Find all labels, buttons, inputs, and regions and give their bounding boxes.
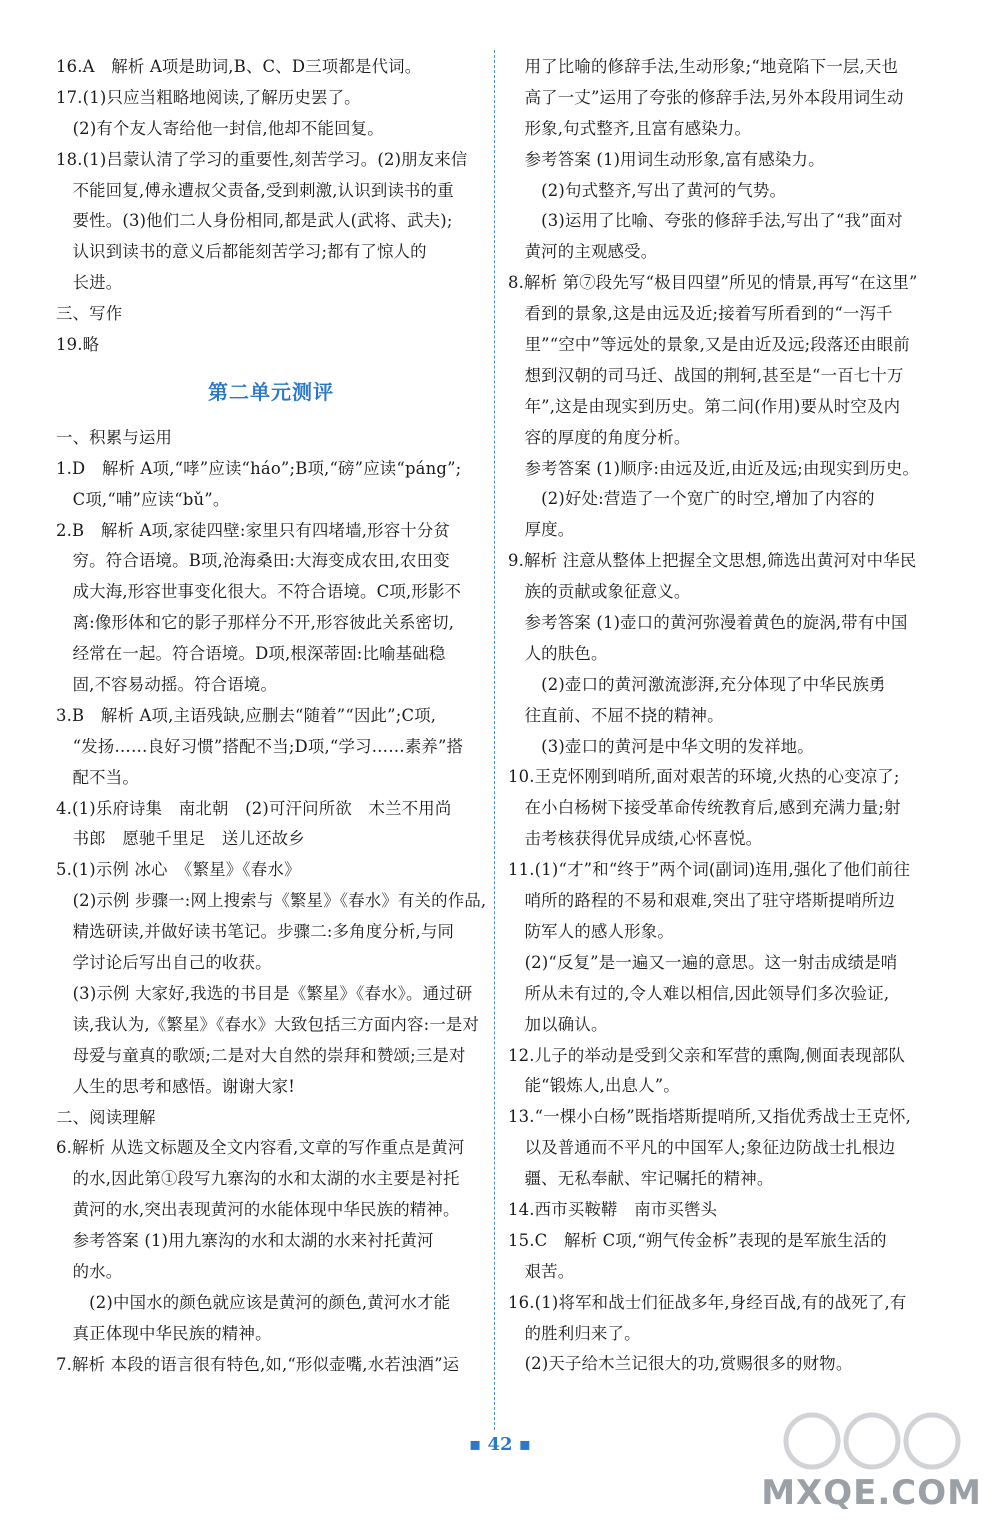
text-line: 三、写作	[56, 304, 123, 324]
text-line: 所从未有过的,令人难以相信,因此领导们多次验证,	[508, 983, 890, 1003]
text-line: 配不当。	[56, 767, 139, 787]
text-line: 认识到读书的意义后都能刻苦学习;都有了惊人的	[56, 242, 427, 262]
text-line: “发扬……良好习惯”搭配不当;D项,“学习……素养”搭	[56, 736, 464, 756]
text-line: 7.解析 本段的语言很有特色,如,“形似壶嘴,水若浊酒”运	[56, 1354, 460, 1374]
text-line: 年”,这是由现实到历史。第二问(作用)要从时空及内	[508, 396, 901, 416]
text-line: 形象,句式整齐,且富有感染力。	[508, 118, 752, 138]
text-line: 母爱与童真的歌颂;二是对大自然的崇拜和赞颂;三是对	[56, 1045, 466, 1065]
text-line: 用了比喻的修辞手法,生动形象;“地竟陷下一层,天也	[508, 57, 899, 76]
text-line: 19.略	[56, 335, 100, 355]
text-line: 经常在一起。符合语境。D项,根深蒂固:比喻基础稳	[56, 644, 446, 664]
text-line: 一、积累与运用	[56, 427, 173, 447]
text-line: 离:像形体和它的影子那样分不开,形容彼此关系密切,	[56, 613, 455, 633]
text-line: 读,我认为,《繁星》《春水》大致包括三方面内容:一是对	[56, 1014, 480, 1034]
text-line: (2)“反复”是一遍又一遍的意思。这一射击成绩是哨	[508, 952, 898, 972]
text-line: (3)壶口的黄河是中华文明的发祥地。	[508, 736, 814, 756]
text-line: 容的厚度的角度分析。	[508, 427, 691, 447]
text-line: 以及普通而不平凡的中国军人;象征边防战士扎根边	[508, 1138, 896, 1158]
text-line: 黄河的水,突出表现黄河的水能体现中华民族的精神。	[56, 1200, 460, 1220]
text-line: 17.(1)只应当粗略地阅读,了解历史罢了。	[56, 87, 361, 107]
text-line: 的水。	[56, 1261, 123, 1281]
text-line: 8.解析 第⑦段先写“极目四望”所见的情景,再写“在这里”	[508, 273, 918, 293]
text-line: 看到的景象,这是由远及近;接着写所看到的“一泻千	[508, 304, 893, 324]
text-line: 往直前、不屈不挠的精神。	[508, 705, 724, 725]
right-column	[508, 52, 940, 1380]
text-line: 参考答案 (1)壶口的黄河弥漫着黄色的旋涡,带有中国	[508, 613, 908, 633]
text-line: 13.“一棵小白杨”既指塔斯提哨所,又指优秀战士王克怀,	[508, 1107, 912, 1127]
text-line: 10.王克怀刚到哨所,面对艰苦的环境,火热的心变凉了;	[508, 767, 900, 787]
text-line: 参考答案 (1)用词生动形象,富有感染力。	[508, 149, 825, 169]
watermark-text: MXQE.COM	[761, 1473, 982, 1513]
text-line: 穷。符合语境。B项,沧海桑田:大海变成农田,农田变	[56, 551, 450, 571]
text-line: 12.儿子的举动是受到父亲和军营的熏陶,侧面表现部队	[508, 1045, 906, 1065]
text-line: 不能回复,傅永遭叔父责备,受到刺激,认识到读书的重	[56, 180, 454, 200]
text-line: 16.(1)将军和战士们征战多年,身经百战,有的战死了,有	[508, 1292, 907, 1312]
text-line: 疆、无私奉献、牢记嘱托的精神。	[508, 1169, 774, 1189]
text-line: 18.(1)吕蒙认清了学习的重要性,刻苦学习。(2)朋友来信	[56, 149, 468, 169]
text-line: 防军人的感人形象。	[508, 921, 674, 941]
text-line: 在小白杨树下接受革命传统教育后,感到充满力量;射	[508, 798, 901, 818]
text-line: 的水,因此第①段写九寨沟的水和太湖的水主要是衬托	[56, 1169, 460, 1189]
text-line: 参考答案 (1)顺序:由远及近,由近及远;由现实到历史。	[508, 458, 920, 478]
text-line: 16.A 解析 A项是助词,B、C、D三项都是代词。	[56, 57, 422, 76]
text-line: 高了一丈”运用了夸张的修辞手法,另外本段用词生动	[508, 87, 904, 107]
text-line: 艰苦。	[508, 1261, 575, 1281]
text-line: 加以确认。	[508, 1014, 608, 1034]
text-line: 6.解析 从选文标题及全文内容看,文章的写作重点是黄河	[56, 1138, 465, 1158]
text-line: 15.C 解析 C项,“朔气传金柝”表现的是军旅生活的	[508, 1230, 887, 1250]
text-line: 击考核获得优异成绩,心怀喜悦。	[508, 829, 763, 849]
page-number-value: 42	[487, 1434, 513, 1455]
page-number: ▪ 42 ▪	[469, 1434, 531, 1455]
text-line: 人的肤色。	[508, 643, 608, 663]
text-line: (2)壶口的黄河激流澎湃,充分体现了中华民族勇	[508, 674, 886, 694]
text-line: (2)示例 步骤一:网上搜索与《繁星》《春水》有关的作品,	[56, 891, 487, 911]
text-line: 能“锻炼人,出息人”。	[508, 1076, 680, 1096]
text-line: 1.D 解析 A项,“哮”应读“háo”;B项,“磅”应读“páng”;	[56, 458, 462, 478]
text-line: 4.(1)乐府诗集 南北朝 (2)可汗问所欲 木兰不用尚	[56, 798, 452, 818]
text-line: 厚度。	[508, 520, 575, 540]
text-line: 5.(1)示例 冰心 《繁星》《春水》	[56, 860, 301, 880]
text-line: 固,不容易动摇。符合语境。	[56, 675, 278, 695]
text-line: (2)好处:营造了一个宽广的时空,增加了内容的	[508, 489, 875, 509]
text-line: 族的贡献或象征意义。	[508, 582, 691, 602]
text-line: (2)有个友人寄给他一封信,他却不能回复。	[56, 118, 384, 138]
text-line: 书郎 愿驰千里足 送儿还故乡	[56, 829, 305, 849]
text-line: 11.(1)“才”和“终于”两个词(副词)连用,强化了他们前往	[508, 860, 911, 880]
text-line: (2)天子给木兰记很大的功,赏赐很多的财物。	[508, 1354, 853, 1374]
text-line: (3)示例 大家好,我选的书目是《繁星》《春水》。通过研	[56, 983, 473, 1003]
text-line: 二、阅读理解	[56, 1107, 156, 1127]
section-title: 第二单元测评	[208, 379, 334, 404]
text-line: (2)中国水的颜色就应该是黄河的颜色,黄河水才能	[56, 1292, 451, 1312]
text-line: 人生的思考和感悟。谢谢大家!	[56, 1076, 296, 1096]
text-line: (2)句式整齐,写出了黄河的气势。	[508, 180, 787, 200]
text-line: 2.B 解析 A项,家徒四壁:家里只有四堵墙,形容十分贫	[56, 520, 451, 540]
column-divider	[494, 50, 495, 1430]
text-line: 真正体现中华民族的精神。	[56, 1323, 272, 1343]
text-line: 长进。	[56, 273, 123, 293]
text-line: 14.西市买鞍鞯 南市买辔头	[508, 1199, 718, 1219]
left-column	[56, 52, 486, 1381]
text-line: (3)运用了比喻、夸张的修辞手法,写出了“我”面对	[508, 211, 903, 231]
text-line: 参考答案 (1)用九寨沟的水和太湖的水来衬托黄河	[56, 1231, 434, 1251]
text-line: 黄河的主观感受。	[508, 242, 658, 262]
text-line: 3.B 解析 A项,主语残缺,应删去“随着”“因此”;C项,	[56, 705, 437, 725]
text-line: 学讨论后写出自己的收获。	[56, 953, 272, 973]
text-line: 要性。(3)他们二人身份相同,都是武人(武将、武夫);	[56, 211, 453, 231]
text-line: 精选研读,并做好读书笔记。步骤二:多角度分析,与同	[56, 922, 455, 942]
text-line: 9.解析 注意从整体上把握全文思想,筛选出黄河对中华民	[508, 551, 917, 571]
text-line: C项,“哺”应读“bǔ”。	[56, 489, 230, 509]
text-line: 哨所的路程的不易和艰难,突出了驻守塔斯提哨所边	[508, 891, 895, 911]
text-line: 里”“空中”等远处的景象,又是由近及远;段落还由眼前	[508, 335, 910, 355]
text-line: 成大海,形容世事变化很大。不符合语境。C项,形影不	[56, 582, 462, 602]
text-line: 想到汉朝的司马迁、战国的荆轲,甚至是“一百七十万	[508, 365, 904, 385]
text-line: 的胜利归来了。	[508, 1323, 641, 1343]
